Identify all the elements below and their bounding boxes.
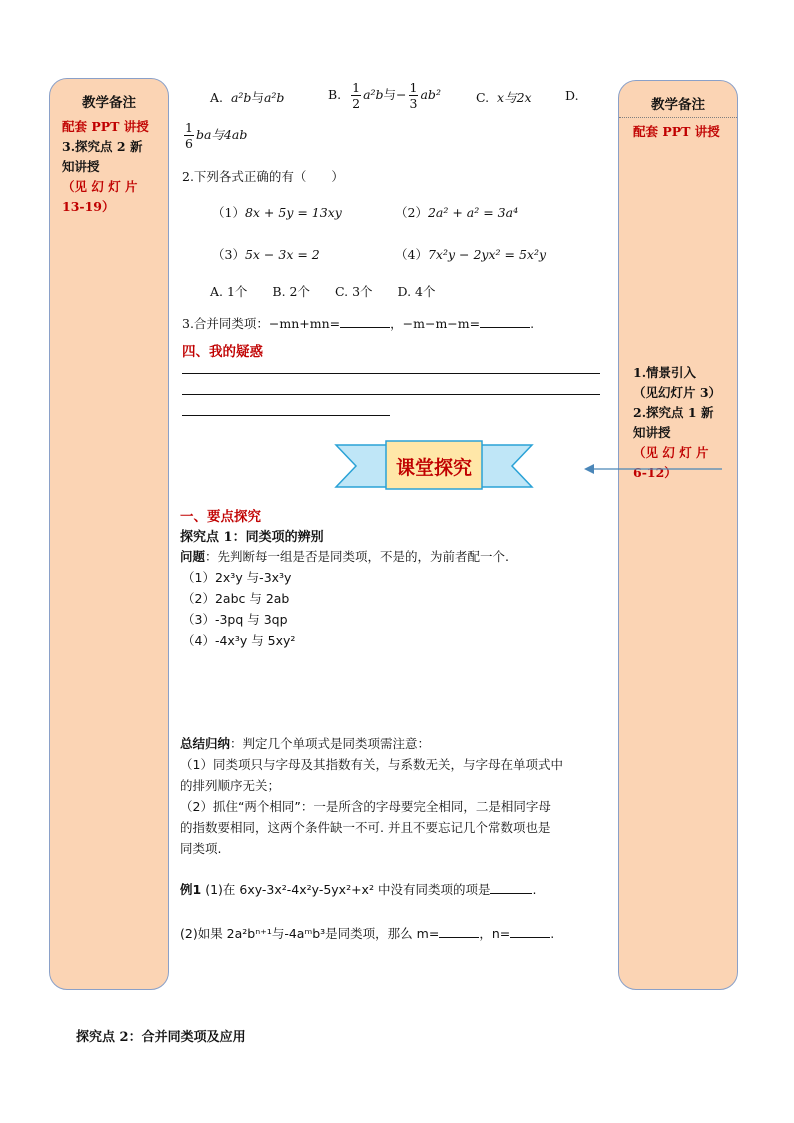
q1-option-c: C. x与2x <box>476 90 532 105</box>
section-4-title: 四、我的疑惑 <box>182 344 263 360</box>
summary-line-3: （2）抓住“两个相同”：一是所含的字母要完全相同，二是相同字母 <box>180 799 551 814</box>
q1-option-a: A. a²b与a²b <box>210 90 285 105</box>
summary-line-1: （1）同类项只与字母及其指数有关，与系数无关，与字母在单项式中 <box>180 757 563 772</box>
left-note-slide-range: 13-19） <box>62 199 115 214</box>
right-note-slides: （见 幻 灯 片 <box>633 445 709 460</box>
left-notes-title: 教学备注 <box>82 95 136 111</box>
right-notes-panel <box>618 80 738 990</box>
q2-item-1: （1）8x + 5y = 13xy <box>212 205 342 220</box>
answer-line-2 <box>182 394 600 395</box>
q1-option-d: $\frac{1}{6}$ ba与4ab <box>185 120 248 151</box>
q2-item-4: （4）7x²y − 2yx² = 5x²y <box>395 247 547 262</box>
q2-options: A. 1个 B. 2个 C. 3个 D. 4个 <box>210 284 436 299</box>
q2-item-2: （2）2a² + a² = 3a⁴ <box>395 205 519 220</box>
summary-intro: 总结归纳：判定几个单项式是同类项需注意： <box>180 736 431 751</box>
banner-text: 课堂探究 <box>395 457 473 479</box>
explore-2-title: 探究点 2：合并同类项及应用 <box>76 1030 246 1045</box>
q2-stem: 2.下列各式正确的有（ ） <box>182 169 344 184</box>
summary-line-4: 的指数要相同，这两个条件缺一不可. 并且不要忘记几个常数项也是 <box>180 820 551 835</box>
arrow-left-icon <box>582 462 724 476</box>
left-note-slides: （见 幻 灯 片 <box>62 179 138 194</box>
left-notes-panel <box>49 78 169 990</box>
item-4: （4）-4x³y 与 5xy² <box>182 633 296 648</box>
right-note-intro: 1.情景引入 <box>633 365 697 380</box>
example-1-part-1: 例1 (1)在 6xy-3x²-4x²y-5yx²+x² 中没有同类项的项是 . <box>180 882 537 897</box>
answer-line-1 <box>182 373 600 374</box>
summary-line-2: 的排列顺序无关； <box>180 778 281 793</box>
left-note-explore2: 3.探究点 2 新 <box>62 139 143 154</box>
item-2: （2）2abc 与 2ab <box>182 591 290 606</box>
right-notes-title: 教学备注 <box>619 93 737 118</box>
left-note-ppt: 配套 PPT 讲授 <box>62 119 149 134</box>
q1-option-d-label: D. <box>565 88 579 103</box>
section-1-title: 一、要点探究 <box>180 509 261 525</box>
right-note-explore1: 2.探究点 1 新 <box>633 405 714 420</box>
right-note-intro-slide: （见幻灯片 3） <box>633 385 722 400</box>
left-note-teach: 知讲授 <box>62 159 100 174</box>
item-3: （3）-3pq 与 3qp <box>182 612 288 627</box>
q3-line: 3.合并同类项：−mn+mn= ，−m−m−m= . <box>182 316 535 331</box>
q1-option-b: B. $\frac{1}{2}$ a²b与− $\frac{1}{3}$ ab² <box>328 80 441 111</box>
answer-line-3 <box>182 415 390 416</box>
right-note-teach: 知讲授 <box>633 425 671 440</box>
item-1: （1）2x³y 与-3x³y <box>182 570 292 585</box>
question-text: 问题：先判断每一组是否是同类项，不是的，为前者配一个. <box>180 549 509 564</box>
banner-ribbon <box>334 437 534 497</box>
example-1-part-2: (2)如果 2a²bⁿ⁺¹与-4aᵐb³是同类项，那么 m= ，n= . <box>180 926 555 941</box>
explore-1-title: 探究点 1：同类项的辨别 <box>180 530 324 545</box>
summary-line-5: 同类项. <box>180 841 222 856</box>
q2-item-3: （3）5x − 3x = 2 <box>212 247 320 262</box>
right-note-slide-range: 6-12） <box>633 465 677 480</box>
right-note-ppt: 配套 PPT 讲授 <box>633 124 720 139</box>
